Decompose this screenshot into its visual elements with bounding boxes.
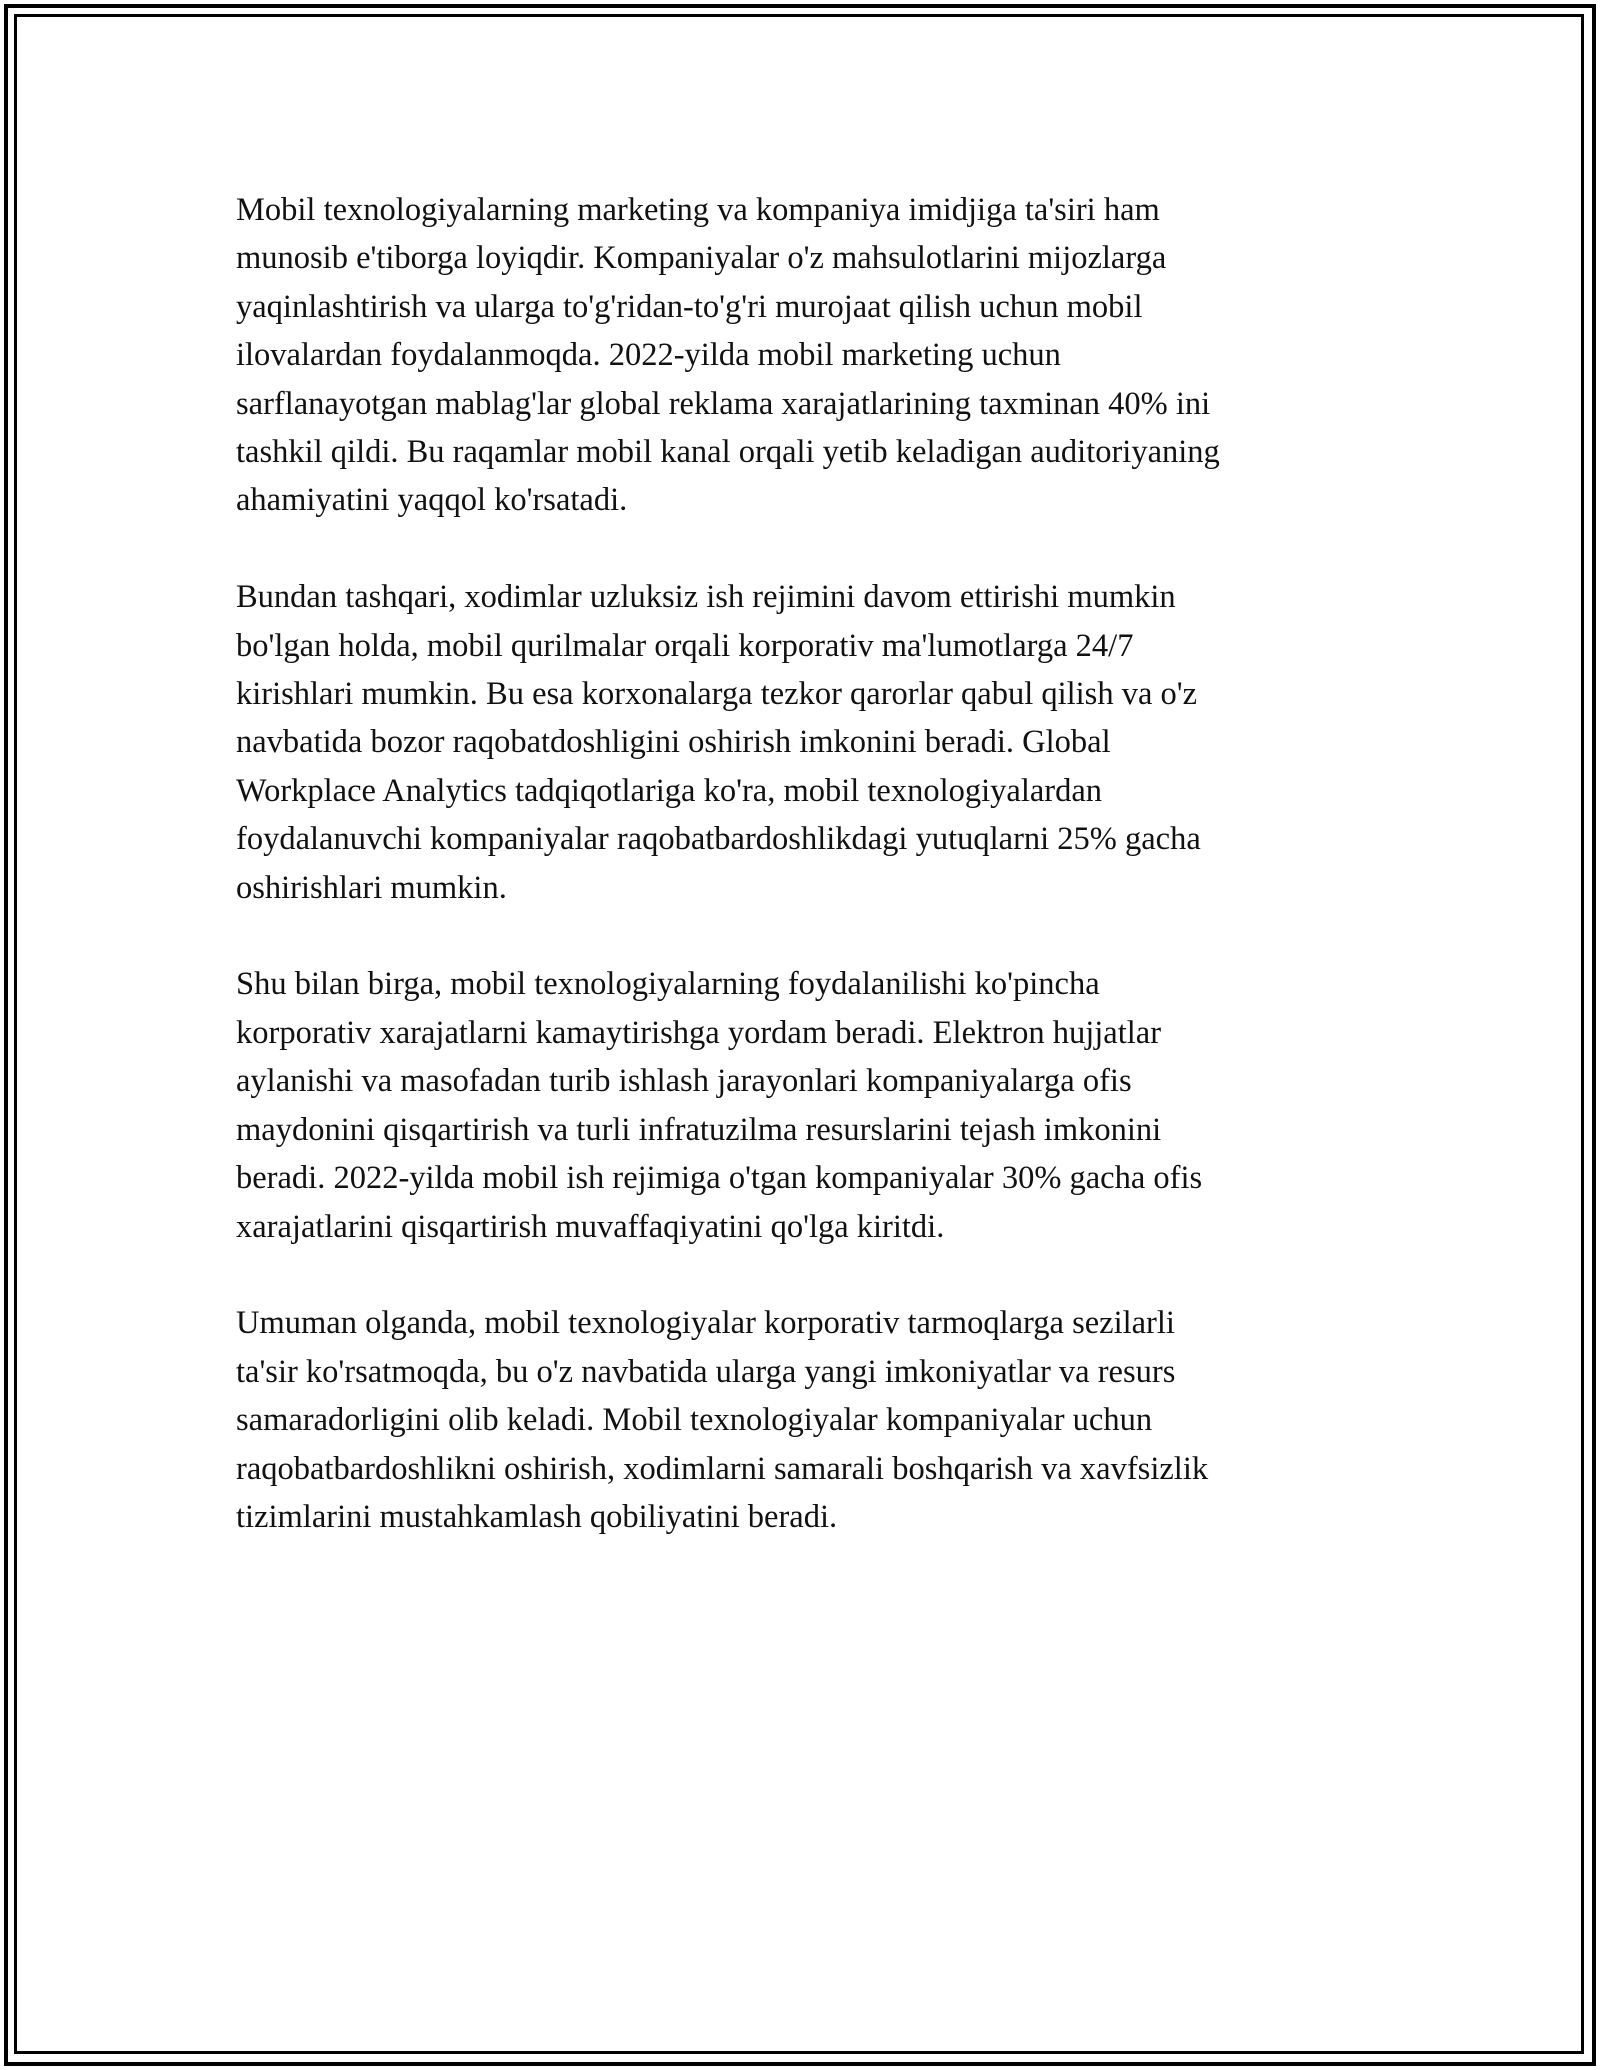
text-line: korporativ xarajatlarni kamaytirishga yordam beradi. Elektron hujjatlar (236, 1014, 1162, 1051)
text-line: ilovalardan foydalanmoqda. 2022-yilda mobil marketing uchun (236, 337, 1061, 374)
text-line: kirishlari mumkin. Bu esa korxonalarga tezkor qarorlar qabul qilish va o'z (236, 676, 1198, 713)
text-line: Umuman olganda, mobil texnologiyalar korporativ tarmoqlarga sezilarli (236, 1305, 1175, 1342)
text-line: beradi. 2022-yilda mobil ish rejimiga o'tgan kompaniyalar 30% gacha ofis (236, 1160, 1203, 1197)
text-line: foydalanuvchi kompaniyalar raqobatbardoshlikdagi yutuqlarni 25% gacha (236, 821, 1201, 858)
text-line: Shu bilan birga, mobil texnologiyalarning foydalanilishi ko'pincha (236, 966, 1100, 1003)
paragraph-2 (236, 573, 1396, 912)
paragraph-4 (236, 1299, 1396, 1541)
text-line: aylanishi va masofadan turib ishlash jarayonlari kompaniyalarga ofis (236, 1063, 1132, 1100)
text-line: Workplace Analytics tadqiqotlariga ko'ra, mobil texnologiyalardan (236, 772, 1103, 809)
text-line: ahamiyatini yaqqol ko'rsatadi. (236, 482, 628, 519)
text-line: Bundan tashqari, xodimlar uzluksiz ish rejimini davom ettirishi mumkin (236, 579, 1176, 616)
paragraph-1 (236, 186, 1396, 525)
text-line: oshirishlari mumkin. (236, 869, 507, 906)
text-line: maydonini qisqartirish va turli infratuzilma resurslarini tejash imkonini (236, 1111, 1162, 1148)
paragraph-3 (236, 960, 1396, 1250)
text-line: munosib e'tiborga loyiqdir. Kompaniyalar o'z mahsulotlarini mijozlarga (236, 240, 1167, 277)
text-line: samaradorligini olib keladi. Mobil texnologiyalar kompaniyalar uchun (236, 1402, 1153, 1439)
text-line: xarajatlarini qisqartirish muvaffaqiyatini qo'lga kiritdi. (236, 1208, 945, 1245)
text-line: ta'sir ko'rsatmoqda, bu o'z navbatida ularga yangi imkoniyatlar va resurs (236, 1353, 1176, 1390)
text-line: navbatida bozor raqobatdoshligini oshirish imkonini beradi. Global (236, 724, 1111, 761)
text-line: Mobil texnologiyalarning marketing va kompaniya imidjiga ta'siri ham (236, 192, 1160, 228)
text-line: bo'lgan holda, mobil qurilmalar orqali korporativ ma'lumotlarga 24/7 (236, 627, 1134, 664)
text-line: tashkil qildi. Bu raqamlar mobil kanal orqali yetib keladigan auditoriyaning (236, 434, 1220, 471)
document-body (236, 186, 1396, 1590)
text-line: raqobatbardoshlikni oshirish, xodimlarni samarali boshqarish va xavfsizlik (236, 1450, 1209, 1487)
text-line: sarflanayotgan mablag'lar global reklama xarajatlarining taxminan 40% ini (236, 385, 1211, 422)
text-line: yaqinlashtirish va ularga to'g'ridan-to'g'ri murojaat qilish uchun mobil (236, 288, 1143, 325)
text-line: tizimlarini mustahkamlash qobiliyatini beradi. (236, 1498, 838, 1535)
